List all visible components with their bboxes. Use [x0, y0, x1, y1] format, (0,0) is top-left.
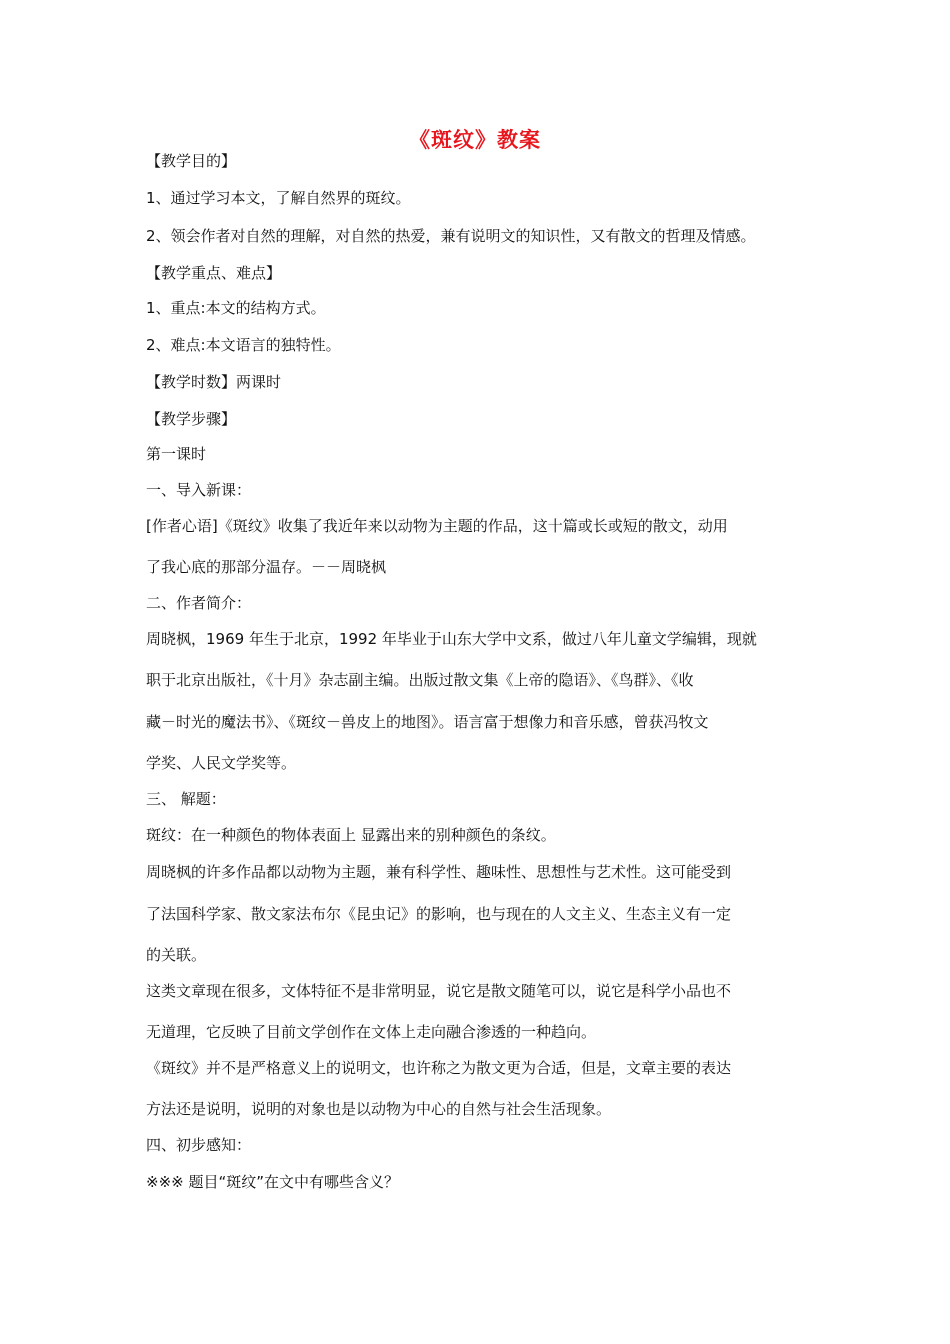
question-line: ※※※ 题目“斑纹”在文中有哪些含义？ — [146, 1173, 400, 1191]
key-point-1: 1、重点:本文的结构方式。 — [146, 299, 326, 317]
analysis-paragraph-3-line-1: 《斑纹》并不是严格意义上的说明文，也许称之为散文更为合适，但是，文章主要的表达 — [146, 1059, 732, 1077]
analysis-paragraph-1-line-1: 周晓枫的许多作品都以动物为主题，兼有科学性、趣味性、思想性与艺术性。这可能受到 — [146, 863, 732, 881]
author-bio-line-2: 职于北京出版社，《十月》杂志副主编。出版过散文集《上帝的隐语》、《鸟群》、《收 — [146, 671, 694, 689]
analysis-paragraph-1-line-3: 的关联。 — [146, 946, 207, 964]
objective-1: 1、通过学习本文，了解自然界的斑纹。 — [146, 189, 411, 207]
author-quote-line-2: 了我心底的那部分温存。－－周晓枫 — [146, 558, 387, 576]
author-bio-line-4: 学奖、人民文学奖等。 — [146, 754, 297, 772]
part-1-heading: 一、导入新课： — [146, 481, 252, 499]
part-3-heading: 三、 解题： — [146, 790, 226, 808]
author-quote-line-1: [作者心语]《斑纹》收集了我近年来以动物为主题的作品，这十篇或长或短的散文，动用 — [146, 517, 728, 535]
section-heading-steps: 【教学步骤】 — [146, 410, 237, 428]
author-bio-line-3: 藏－时光的魔法书》、《斑纹－兽皮上的地图》。语言富于想像力和音乐感，曾获冯牧文 — [146, 713, 709, 731]
part-4-heading: 四、初步感知： — [146, 1136, 252, 1154]
section-heading-objectives: 【教学目的】 — [146, 152, 237, 170]
analysis-paragraph-2-line-2: 无道理，它反映了目前文学创作在文体上走向融合渗透的一种趋向。 — [146, 1023, 597, 1041]
definition-line: 斑纹：在一种颜色的物体表面上 显露出来的别种颜色的条纹。 — [146, 826, 556, 844]
section-heading-key-points: 【教学重点、难点】 — [146, 264, 282, 282]
analysis-paragraph-1-line-2: 了法国科学家、散文家法布尔《昆虫记》的影响，也与现在的人文主义、生态主义有一定 — [146, 905, 732, 923]
analysis-paragraph-2-line-1: 这类文章现在很多，文体特征不是非常明显，说它是散文随笔可以，说它是科学小品也不 — [146, 982, 732, 1000]
document-title: 《斑纹》教案 — [409, 128, 541, 152]
objective-2: 2、领会作者对自然的理解，对自然的热爱，兼有说明文的知识性，又有散文的哲理及情感。 — [146, 227, 756, 245]
lesson-1-heading: 第一课时 — [146, 445, 207, 463]
section-heading-hours: 【教学时数】两课时 — [146, 373, 282, 391]
part-2-heading: 二、作者简介： — [146, 594, 252, 612]
key-point-2: 2、难点:本文语言的独特性。 — [146, 336, 341, 354]
author-bio-line-1: 周晓枫，1969 年生于北京，1992 年毕业于山东大学中文系，做过八年儿童文学编辑，现就 — [146, 630, 757, 648]
analysis-paragraph-3-line-2: 方法还是说明，说明的对象也是以动物为中心的自然与社会生活现象。 — [146, 1100, 612, 1118]
